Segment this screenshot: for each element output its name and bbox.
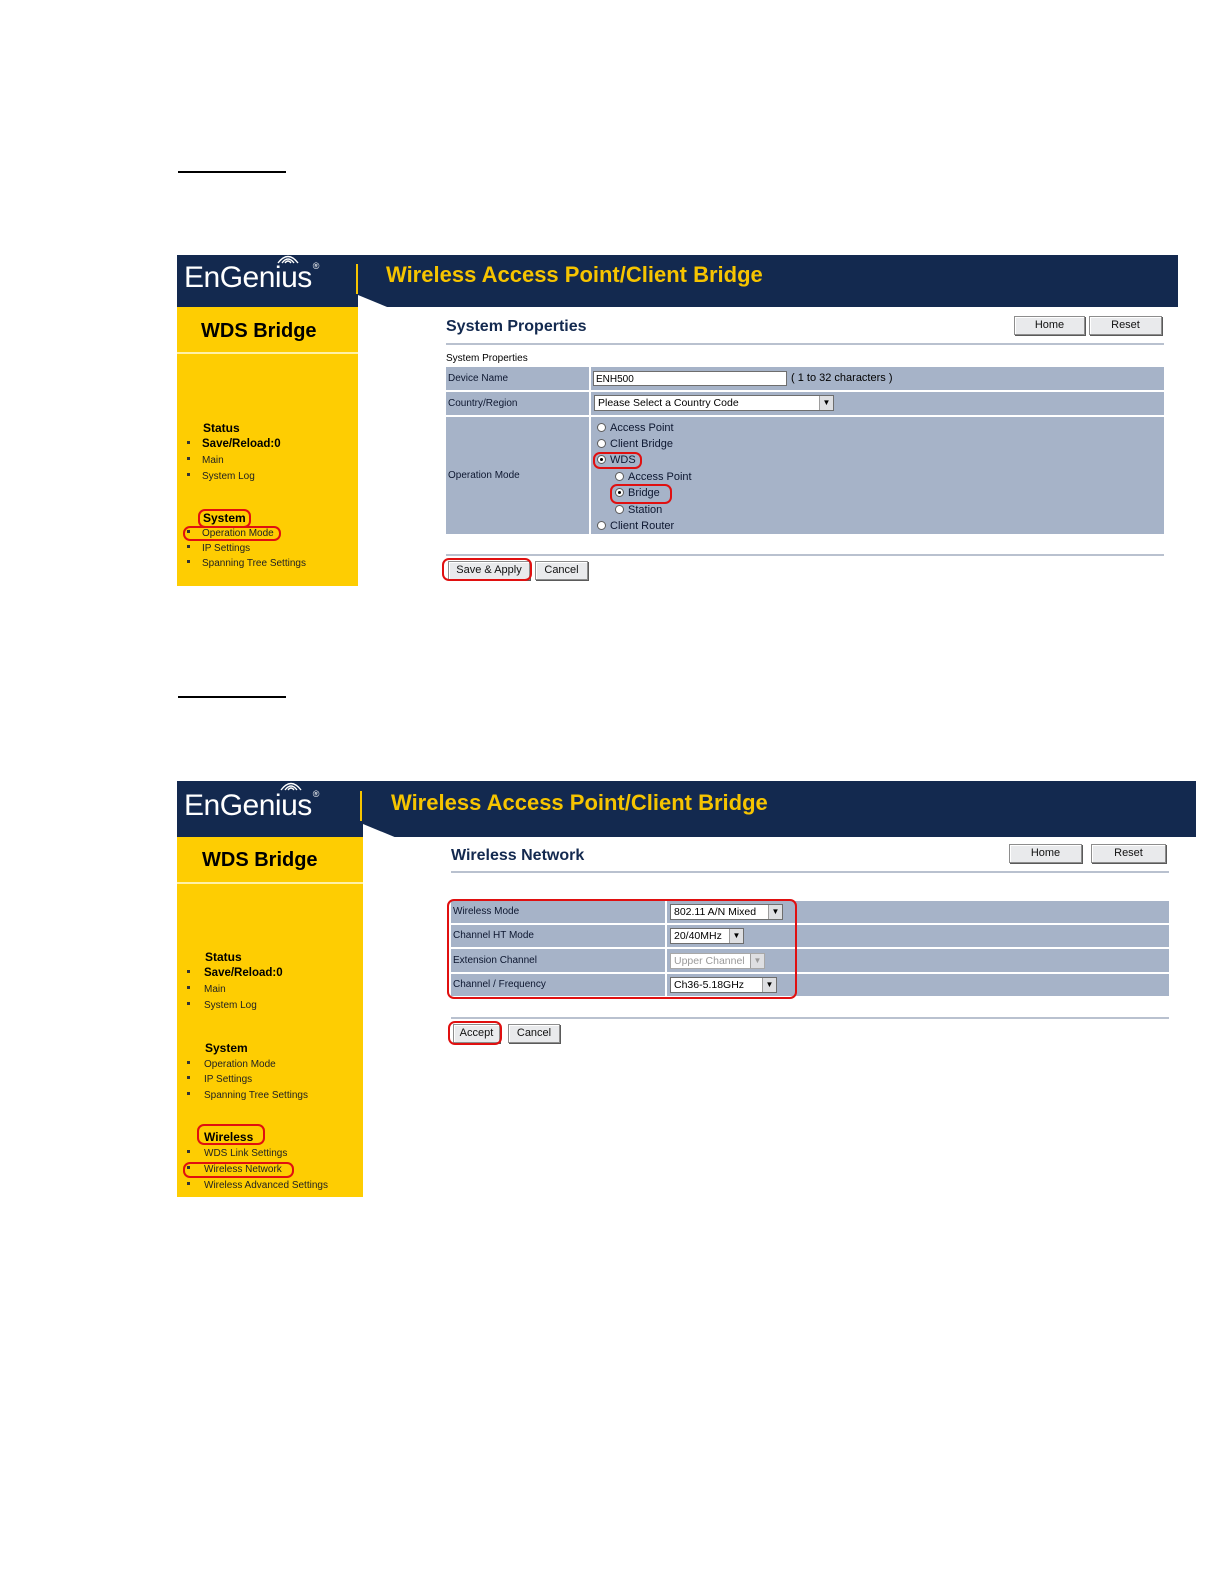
engenius-logo: EnGenius®	[184, 789, 319, 822]
page-title: System Properties	[446, 318, 587, 335]
country-region-cell	[591, 392, 1164, 415]
country-region-label: Country/Region	[446, 392, 589, 415]
engenius-logo: EnGenius®	[184, 261, 319, 294]
sidebar-heading-status: Status	[205, 950, 242, 964]
radio-button-icon	[597, 439, 606, 448]
home-button[interactable]: Home	[1014, 316, 1085, 335]
channel-frequency-select[interactable]	[670, 977, 777, 993]
channel-ht-mode-cell	[667, 925, 1169, 947]
radio-button-icon	[597, 423, 606, 432]
sidebar-mode-title: WDS Bridge	[202, 849, 318, 871]
bullet-icon	[187, 560, 190, 563]
bullet-icon	[187, 457, 190, 460]
device-name-cell	[591, 367, 1164, 390]
channel-frequency-cell	[667, 974, 1169, 996]
sidebar-mode-title: WDS Bridge	[201, 320, 317, 342]
sidebar-item-operation-mode[interactable]: Operation Mode	[204, 1059, 276, 1070]
country-region-select[interactable]	[594, 395, 834, 411]
radio-button-checked-icon	[597, 455, 606, 464]
save-apply-button[interactable]: Save & Apply	[448, 561, 530, 580]
main-content	[446, 307, 1165, 586]
device-name-label: Device Name	[446, 367, 589, 390]
dropdown-arrow-icon: ▼	[768, 905, 782, 919]
extension-channel-cell	[667, 949, 1169, 972]
sidebar-item-main[interactable]: Main	[204, 984, 226, 995]
bullet-icon	[187, 1150, 190, 1153]
form-divider	[451, 1017, 1169, 1019]
sidebar-item-ip-settings[interactable]: IP Settings	[202, 543, 251, 554]
sidebar	[177, 837, 363, 1197]
bullet-icon	[187, 986, 190, 989]
radio-button-icon	[597, 521, 606, 530]
sidebar-separator	[177, 882, 363, 884]
wireless-mode-select[interactable]	[670, 904, 783, 920]
step-1-rule	[178, 171, 286, 173]
screenshot-system-properties	[177, 255, 1178, 586]
wifi-wave-icon	[275, 255, 301, 264]
extension-channel-label: Extension Channel	[451, 949, 665, 972]
title-divider	[446, 343, 1164, 345]
sidebar-heading-system: System	[205, 1041, 248, 1055]
home-button[interactable]: Home	[1009, 844, 1082, 863]
title-divider	[451, 871, 1169, 873]
channel-ht-mode-label: Channel HT Mode	[451, 925, 665, 947]
channel-ht-mode-select[interactable]	[670, 928, 744, 944]
sidebar-item-wireless-advanced[interactable]: Wireless Advanced Settings	[204, 1180, 328, 1191]
sidebar-item-ip-settings[interactable]: IP Settings	[204, 1074, 253, 1085]
radio-button-checked-icon	[615, 488, 624, 497]
wireless-mode-cell	[667, 901, 1169, 923]
dropdown-arrow-icon: ▼	[762, 978, 776, 992]
page-title: Wireless Network	[451, 847, 585, 864]
country-region-value: Please Select a Country Code	[598, 397, 739, 409]
form-divider	[446, 554, 1164, 556]
bullet-icon	[187, 1092, 190, 1095]
cancel-button[interactable]: Cancel	[508, 1024, 560, 1043]
sidebar-item-save-reload[interactable]: Save/Reload:0	[202, 438, 281, 450]
bullet-icon	[187, 1002, 190, 1005]
device-name-hint: ( 1 to 32 characters )	[791, 372, 893, 384]
wifi-wave-icon	[278, 781, 304, 791]
sidebar-item-system-log[interactable]: System Log	[204, 1000, 257, 1011]
sidebar-item-operation-mode[interactable]: Operation Mode	[202, 528, 274, 539]
main-content	[451, 837, 1170, 1197]
header-divider	[360, 791, 362, 821]
radio-button-icon	[615, 472, 624, 481]
product-title: Wireless Access Point/Client Bridge	[386, 262, 763, 287]
reset-button[interactable]: Reset	[1091, 844, 1166, 863]
bullet-icon	[187, 970, 190, 973]
sidebar-heading-system: System	[203, 511, 246, 525]
device-name-input[interactable]: ENH500	[593, 371, 787, 386]
reset-button[interactable]: Reset	[1089, 316, 1162, 335]
header-bar	[177, 781, 1196, 837]
product-title: Wireless Access Point/Client Bridge	[391, 790, 768, 815]
bullet-icon	[187, 1166, 190, 1169]
cancel-button[interactable]: Cancel	[535, 561, 588, 580]
header-bar	[177, 255, 1178, 307]
bullet-icon	[187, 1061, 190, 1064]
channel-ht-mode-value: 20/40MHz	[674, 930, 722, 942]
sidebar-item-spanning-tree[interactable]: Spanning Tree Settings	[204, 1090, 308, 1101]
dropdown-arrow-icon: ▼	[750, 954, 764, 968]
section-caption: System Properties	[446, 353, 528, 364]
bullet-icon	[187, 441, 190, 444]
channel-frequency-value: Ch36-5.18GHz	[674, 979, 745, 991]
dropdown-arrow-icon: ▼	[819, 396, 833, 410]
bullet-icon	[187, 1182, 190, 1185]
wireless-mode-label: Wireless Mode	[451, 901, 665, 923]
header-divider	[356, 264, 358, 294]
bullet-icon	[187, 473, 190, 476]
sidebar-item-wireless-network[interactable]: Wireless Network	[204, 1164, 282, 1175]
wireless-mode-value: 802.11 A/N Mixed	[674, 906, 757, 918]
radio-button-icon	[615, 505, 624, 514]
sidebar-heading-status: Status	[203, 421, 240, 435]
sidebar-item-save-reload[interactable]: Save/Reload:0	[204, 967, 283, 979]
step-2-rule	[178, 696, 286, 698]
sidebar-separator	[177, 352, 358, 354]
sidebar	[177, 307, 358, 586]
sidebar-item-system-log[interactable]: System Log	[202, 471, 255, 482]
sidebar-heading-wireless: Wireless	[204, 1130, 254, 1144]
header-notch	[363, 824, 397, 838]
operation-mode-cell: Access Point Client Bridge WDS Access Point Bridge Station Client Router	[591, 417, 1164, 534]
dropdown-arrow-icon: ▼	[729, 929, 743, 943]
sidebar-item-spanning-tree[interactable]: Spanning Tree Settings	[202, 558, 306, 569]
sidebar-item-main[interactable]: Main	[202, 455, 224, 466]
extension-channel-select	[670, 953, 765, 969]
accept-button[interactable]: Accept	[453, 1024, 500, 1043]
bullet-icon	[187, 545, 190, 548]
extension-channel-value: Upper Channel	[674, 955, 745, 967]
operation-mode-label: Operation Mode	[446, 417, 589, 534]
sidebar-item-wds-link[interactable]: WDS Link Settings	[204, 1148, 288, 1159]
screenshot-wireless-network	[177, 781, 1196, 1197]
channel-frequency-label: Channel / Frequency	[451, 974, 665, 996]
bullet-icon	[187, 530, 190, 533]
header-notch	[358, 295, 392, 309]
bullet-icon	[187, 1076, 190, 1079]
